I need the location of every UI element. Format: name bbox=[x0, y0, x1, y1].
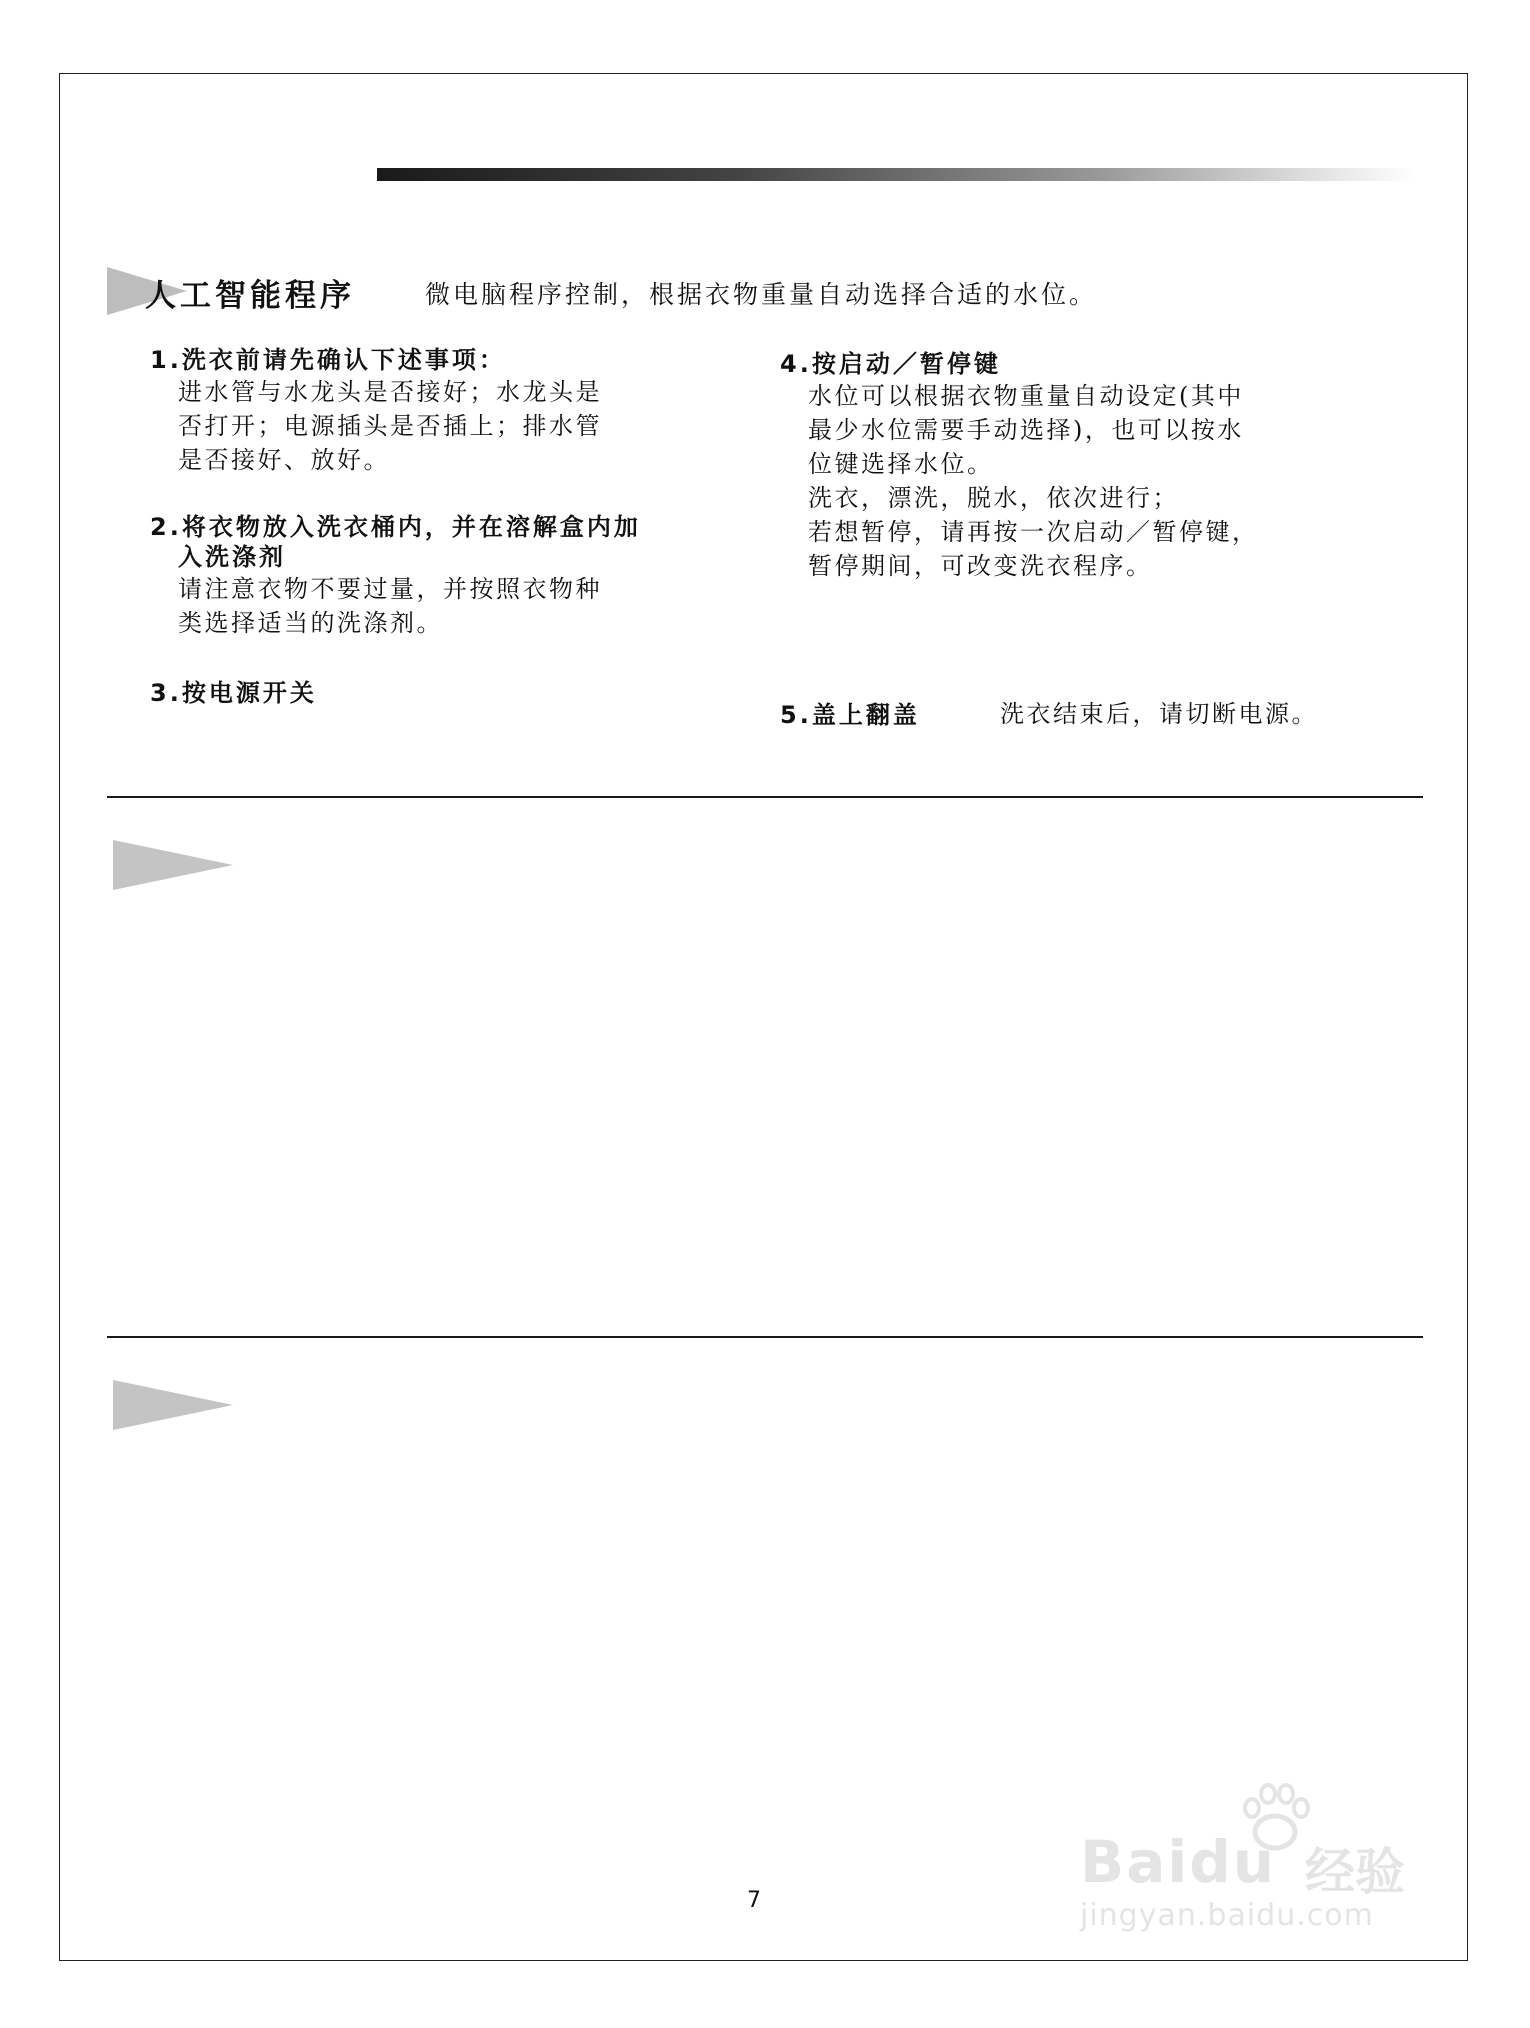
section-marker-triangle bbox=[113, 1380, 233, 1430]
watermark-url: jingyan.baidu.com bbox=[1080, 1898, 1374, 1933]
step-1 bbox=[150, 345, 602, 477]
section-divider bbox=[107, 1336, 1423, 1338]
section-divider bbox=[107, 796, 1423, 798]
watermark-label: 经验 bbox=[1305, 1843, 1405, 1901]
watermark-brand: Baidu bbox=[1080, 1828, 1277, 1896]
step-heading: 入洗涤剂 bbox=[178, 543, 286, 571]
step-2 bbox=[150, 512, 641, 640]
step-heading: 1.洗衣前请先确认下述事项： bbox=[150, 346, 506, 374]
step-body-line: 进水管与水龙头是否接好；水龙头是 bbox=[178, 378, 602, 406]
step-body-line: 洗衣，漂洗，脱水，依次进行； bbox=[808, 484, 1179, 512]
step-heading: 3.按电源开关 bbox=[150, 679, 317, 707]
step-5-note: 洗衣结束后，请切断电源。 bbox=[1000, 700, 1318, 728]
step-5 bbox=[780, 700, 920, 730]
step-body-line: 暂停期间，可改变洗衣程序。 bbox=[808, 552, 1153, 580]
step-3 bbox=[150, 678, 317, 708]
step-body-line: 水位可以根据衣物重量自动设定(其中 bbox=[808, 382, 1244, 410]
section-marker-triangle bbox=[113, 840, 233, 890]
section-description: 微电脑程序控制，根据衣物重量自动选择合适的水位。 bbox=[425, 280, 1098, 309]
step-body-line: 最少水位需要手动选择)，也可以按水 bbox=[808, 416, 1244, 444]
step-heading: 4.按启动／暂停键 bbox=[780, 350, 1001, 378]
step-body-line: 是否接好、放好。 bbox=[178, 446, 390, 474]
step-body-line: 类选择适当的洗涤剂。 bbox=[178, 609, 443, 637]
section-title: 人工智能程序 bbox=[145, 278, 355, 314]
baidu-watermark bbox=[1080, 1780, 1440, 1933]
step-4 bbox=[780, 349, 1259, 583]
step-body-line: 若想暂停，请再按一次启动／暂停键， bbox=[808, 518, 1259, 546]
step-body-line: 位键选择水位。 bbox=[808, 450, 994, 478]
step-body-line: 请注意衣物不要过量，并按照衣物种 bbox=[178, 575, 602, 603]
page-number: 7 bbox=[747, 1888, 761, 1913]
step-heading: 2.将衣物放入洗衣桶内，并在溶解盒内加 bbox=[150, 513, 641, 541]
step-body-line: 否打开；电源插头是否插上；排水管 bbox=[178, 412, 602, 440]
header-gradient-bar bbox=[377, 168, 1415, 181]
step-heading: 5.盖上翻盖 bbox=[780, 701, 920, 729]
